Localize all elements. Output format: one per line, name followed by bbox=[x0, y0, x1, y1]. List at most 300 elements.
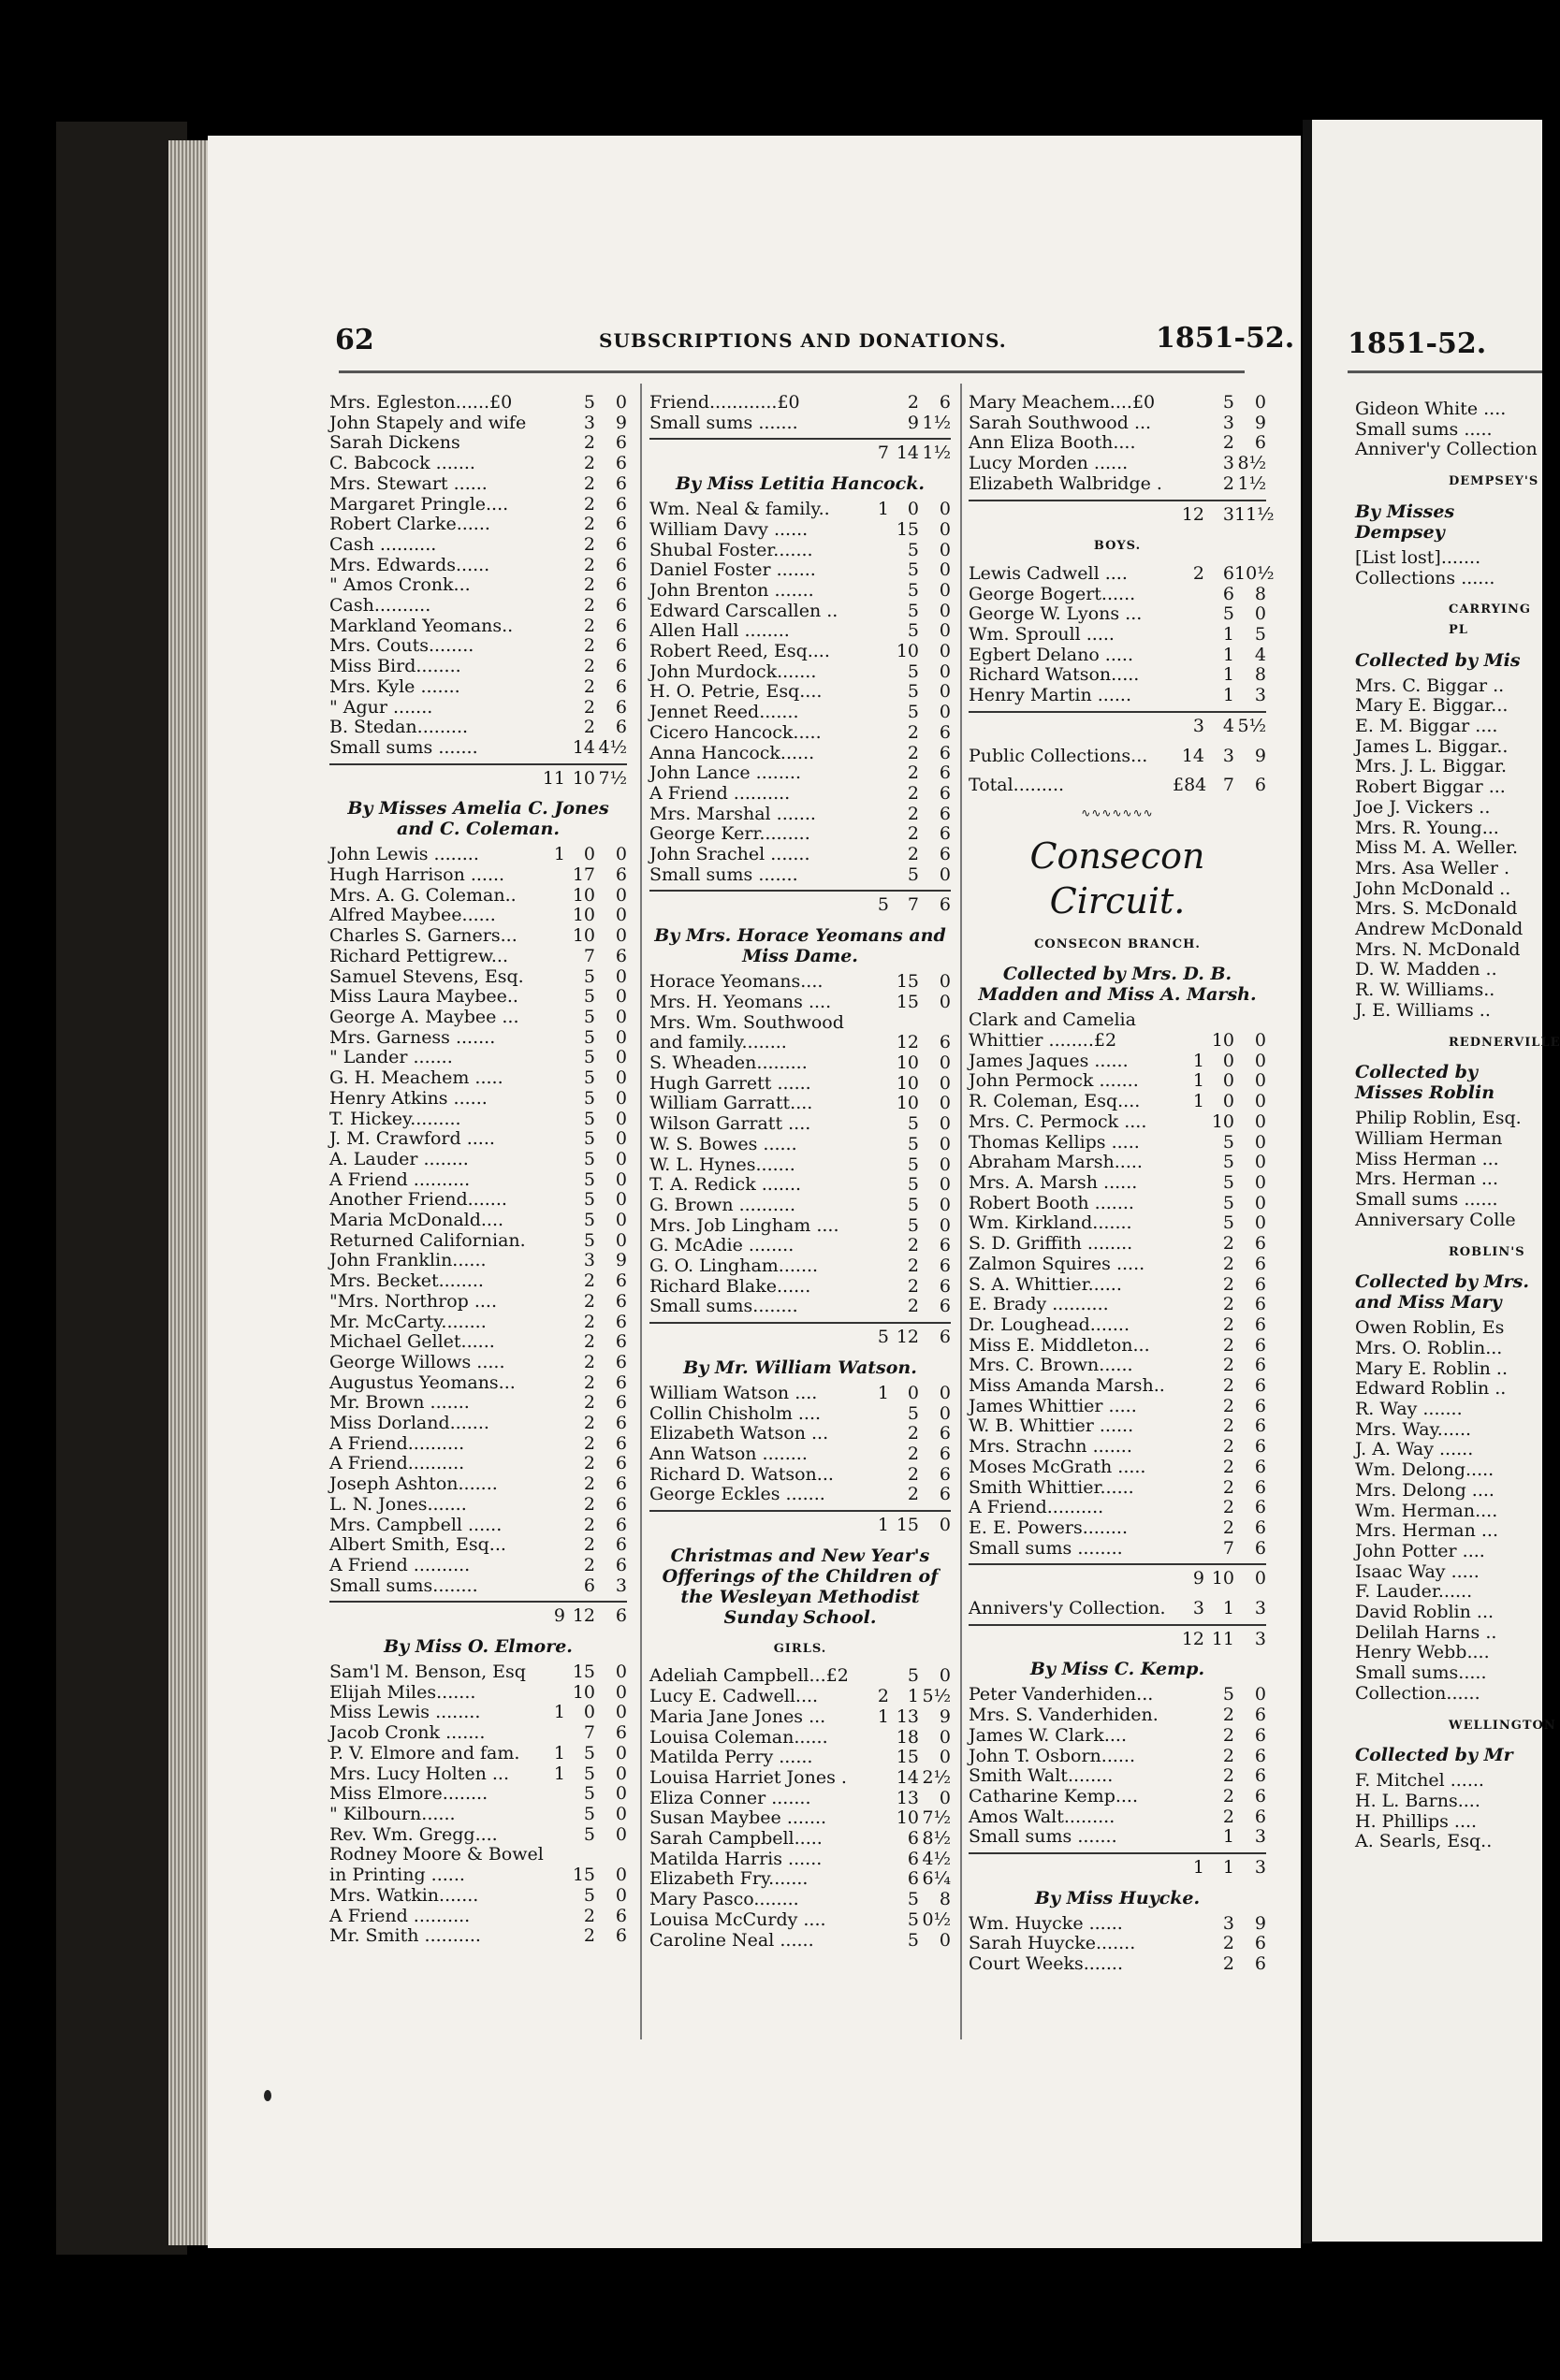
list-item bbox=[329, 1048, 627, 1068]
shillings: 2 bbox=[907, 1463, 919, 1485]
pounds bbox=[533, 1393, 565, 1414]
pence: 0 bbox=[939, 1214, 951, 1236]
pence: 0 bbox=[939, 1665, 951, 1687]
entry-name: Miss Amanda Marsh.. bbox=[969, 1375, 1165, 1397]
list-item: Henry Webb.... bbox=[1355, 1642, 1490, 1663]
col2-heading-c: By Mrs. Horace Yeomans and Miss Dame. bbox=[654, 925, 946, 967]
shillings: 2 bbox=[907, 742, 919, 763]
shillings: 3 bbox=[583, 1250, 595, 1271]
pounds bbox=[1173, 1954, 1204, 1975]
pence: 0 bbox=[939, 641, 951, 662]
entry-name: "Mrs. Northrop .... bbox=[329, 1290, 498, 1312]
shillings: 2 bbox=[1222, 1785, 1234, 1807]
list-item bbox=[969, 1336, 1266, 1357]
entry-name: Elizabeth Fry....... bbox=[649, 1868, 809, 1890]
entry-name: Catharine Kemp.... bbox=[969, 1785, 1139, 1807]
list-item: William Herman bbox=[1355, 1127, 1503, 1149]
pence: 0 bbox=[615, 1067, 627, 1089]
pence: 0 bbox=[1254, 392, 1266, 413]
shillings: 2 bbox=[1222, 1334, 1234, 1356]
entry-name: Sarah Huycke....... bbox=[969, 1933, 1136, 1954]
pence: 9 bbox=[1254, 1912, 1266, 1934]
pounds bbox=[1173, 1133, 1204, 1154]
entry-name: Miss Lewis ........ bbox=[329, 1702, 481, 1723]
shillings: 6 bbox=[1222, 562, 1234, 584]
entry-name: Mrs. Campbell ...... bbox=[329, 1514, 503, 1535]
list-item bbox=[649, 1808, 951, 1829]
pounds bbox=[857, 393, 889, 414]
pounds bbox=[533, 1170, 565, 1191]
pence: 6 bbox=[615, 1351, 627, 1372]
entry-name: Matilda Perry ...... bbox=[649, 1747, 813, 1768]
entry-name: Cicero Hancock..... bbox=[649, 721, 822, 743]
pounds bbox=[533, 1292, 565, 1313]
list-item: Mary E. Biggar... bbox=[1355, 695, 1509, 717]
shillings: 5 bbox=[583, 392, 595, 413]
pounds bbox=[533, 454, 565, 474]
pounds bbox=[857, 642, 889, 662]
pence: 6 bbox=[615, 1270, 627, 1292]
list-item bbox=[329, 1089, 627, 1110]
shillings: 5 bbox=[583, 1087, 595, 1109]
col4-list-d bbox=[1355, 1109, 1542, 1230]
shillings: 2 bbox=[583, 1925, 595, 1947]
shillings: 5 bbox=[907, 1889, 919, 1910]
entry-name: Total......... bbox=[969, 775, 1065, 796]
pounds bbox=[533, 1211, 565, 1231]
shillings bbox=[1204, 1010, 1234, 1031]
list-item bbox=[969, 1478, 1266, 1499]
list-item bbox=[969, 1766, 1266, 1787]
pounds bbox=[1173, 604, 1204, 625]
list-item bbox=[649, 682, 951, 703]
pounds bbox=[533, 414, 565, 434]
list-item bbox=[329, 474, 627, 495]
pence: 0 bbox=[615, 392, 627, 413]
pence: 0 bbox=[615, 1702, 627, 1723]
entry-name: Abraham Marsh..... bbox=[969, 1152, 1143, 1173]
entry-name: Mrs. Marshal ....... bbox=[649, 803, 816, 824]
entry-name: Alfred Maybee...... bbox=[329, 905, 496, 926]
list-item bbox=[649, 662, 951, 683]
shillings: 5 bbox=[907, 1908, 919, 1930]
list-item bbox=[329, 596, 627, 617]
list-item bbox=[329, 657, 627, 677]
pounds bbox=[1173, 1747, 1204, 1767]
entry-name: John Brenton ....... bbox=[649, 579, 814, 601]
total-spacer bbox=[329, 1606, 533, 1627]
pounds bbox=[533, 657, 565, 677]
pounds bbox=[533, 1662, 565, 1683]
pence: 0 bbox=[615, 1804, 627, 1824]
col2-total-c bbox=[649, 1322, 951, 1348]
list-item bbox=[969, 1356, 1266, 1376]
pence: 0 bbox=[939, 499, 951, 520]
shillings: 5 bbox=[907, 1402, 919, 1424]
total-spacer bbox=[649, 1516, 857, 1536]
list-item bbox=[329, 1353, 627, 1373]
list-item bbox=[329, 1129, 627, 1150]
pence: 0 bbox=[939, 971, 951, 993]
pence: 4½ bbox=[598, 736, 627, 758]
list-item bbox=[969, 1112, 1266, 1133]
entry-name: Mr. McCarty........ bbox=[329, 1311, 487, 1332]
shillings: 5 bbox=[583, 986, 595, 1008]
list-item bbox=[649, 1931, 951, 1952]
pounds bbox=[1173, 1376, 1204, 1397]
pence: 6 bbox=[939, 1484, 951, 1505]
pence: 3 bbox=[1254, 1598, 1266, 1619]
pounds bbox=[533, 865, 565, 886]
col4-list-f bbox=[1355, 1771, 1542, 1852]
pence: 0 bbox=[1254, 1192, 1266, 1213]
header-rule bbox=[339, 370, 1245, 373]
list-item: Miss M. A. Weller. bbox=[1355, 837, 1519, 859]
pounds bbox=[857, 1869, 889, 1890]
col3-caption-boys: BOYS. bbox=[1093, 539, 1142, 554]
pounds bbox=[1173, 1539, 1204, 1560]
entry-name: Louisa Harriet Jones . bbox=[649, 1766, 847, 1788]
pounds bbox=[533, 1576, 565, 1597]
entry-name: " Lander ....... bbox=[329, 1047, 453, 1068]
pounds bbox=[857, 1277, 889, 1298]
pence: 0 bbox=[615, 1742, 627, 1763]
entry-name: " Agur ....... bbox=[329, 696, 433, 718]
pence: 0 bbox=[615, 1026, 627, 1048]
list-item bbox=[329, 1784, 627, 1805]
total-spacer bbox=[969, 717, 1173, 737]
shillings: 12 bbox=[896, 1032, 919, 1053]
list-item bbox=[329, 414, 627, 434]
pence bbox=[919, 1013, 951, 1034]
pounds bbox=[857, 1155, 889, 1176]
entry-name: Joseph Ashton....... bbox=[329, 1473, 498, 1495]
col2-heading-b: By Miss Letitia Hancock. bbox=[676, 473, 925, 495]
list-item bbox=[329, 1516, 627, 1536]
pence: 0 bbox=[939, 1174, 951, 1196]
list-item bbox=[649, 865, 951, 886]
pence: 6 bbox=[1254, 1436, 1266, 1458]
entry-name: Albert Smith, Esq... bbox=[329, 1534, 506, 1556]
entry-name: Maria McDonald.... bbox=[329, 1210, 504, 1231]
shillings: 2 bbox=[583, 635, 595, 657]
pounds bbox=[857, 1297, 889, 1317]
pounds bbox=[1173, 1416, 1204, 1437]
pence: 6 bbox=[615, 432, 627, 454]
pence: 0 bbox=[1254, 1568, 1266, 1589]
shillings: 2 bbox=[1222, 1415, 1234, 1437]
pounds bbox=[533, 474, 565, 495]
pounds: 2 bbox=[1192, 562, 1204, 584]
shillings: 5 bbox=[583, 1823, 595, 1845]
pence: 6 bbox=[615, 1331, 627, 1353]
list-item bbox=[649, 500, 951, 520]
pence: 6 bbox=[1254, 1765, 1266, 1787]
pence: 6 bbox=[939, 1463, 951, 1485]
pence: 6 bbox=[939, 782, 951, 804]
list-item: Mrs. N. McDonald bbox=[1355, 938, 1521, 960]
list-item: H. L. Barns.... bbox=[1355, 1790, 1480, 1811]
list-item bbox=[649, 1404, 951, 1425]
shillings: 2 bbox=[1222, 1273, 1234, 1295]
list-item bbox=[969, 1315, 1266, 1336]
list-item bbox=[969, 1787, 1266, 1807]
shillings: 1 bbox=[1222, 1826, 1234, 1848]
pence: 0½ bbox=[922, 1908, 951, 1930]
shillings: 3 bbox=[1222, 745, 1234, 766]
list-item bbox=[649, 784, 951, 805]
shillings: 0 bbox=[907, 1382, 919, 1403]
pence: 0 bbox=[615, 1006, 627, 1027]
list-item: A. Searls, Esq.. bbox=[1355, 1831, 1493, 1852]
shillings: 10 bbox=[572, 905, 595, 926]
shillings: 5 bbox=[907, 620, 919, 642]
entry-name: Ann Eliza Booth.... bbox=[969, 432, 1136, 454]
shillings: 10 bbox=[896, 641, 919, 662]
shillings: 2 bbox=[583, 453, 595, 474]
col3-total-c bbox=[969, 1563, 1266, 1589]
pence: 0 bbox=[615, 1168, 627, 1190]
list-item bbox=[649, 744, 951, 764]
entry-name: Mrs. Strachn ....... bbox=[969, 1436, 1132, 1458]
list-item bbox=[329, 886, 627, 907]
pounds bbox=[533, 1373, 565, 1394]
list-item: R. Way ....... bbox=[1355, 1399, 1463, 1420]
shillings: 2 bbox=[583, 1453, 595, 1474]
shillings: 11 bbox=[1211, 1628, 1234, 1649]
pence: 0 bbox=[939, 539, 951, 560]
pounds bbox=[1173, 585, 1204, 605]
shillings: 2 bbox=[907, 823, 919, 845]
pence: 6 bbox=[615, 472, 627, 494]
list-item bbox=[329, 1068, 627, 1089]
pounds bbox=[544, 1845, 572, 1865]
pounds bbox=[857, 1485, 889, 1505]
list-item bbox=[969, 776, 1266, 796]
shillings: 10 bbox=[572, 884, 595, 906]
entry-name: Miss Bird........ bbox=[329, 656, 461, 677]
pounds bbox=[857, 1465, 889, 1486]
list-item: Edward Roblin .. bbox=[1355, 1378, 1507, 1400]
pounds bbox=[857, 1424, 889, 1444]
list-item bbox=[969, 1213, 1266, 1234]
entry-name: Another Friend....... bbox=[329, 1189, 507, 1211]
pounds bbox=[1173, 1914, 1204, 1935]
shillings: 5 bbox=[583, 1783, 595, 1805]
pence: 0 bbox=[615, 1189, 627, 1211]
list-item bbox=[969, 474, 1266, 495]
shillings: 6 bbox=[907, 1868, 919, 1890]
list-item bbox=[649, 1465, 951, 1486]
pence: 6 bbox=[1254, 1745, 1266, 1766]
entry-name: E. E. Powers........ bbox=[969, 1517, 1129, 1538]
pence: 9 bbox=[615, 412, 627, 433]
list-item bbox=[329, 617, 627, 637]
list-item bbox=[969, 454, 1266, 474]
pounds bbox=[533, 1784, 565, 1805]
pounds: 3 bbox=[1192, 1598, 1204, 1619]
entry-name: Augustus Yeomans... bbox=[329, 1371, 516, 1393]
list-item: Robert Biggar ... bbox=[1355, 776, 1506, 798]
pence: 0 bbox=[1254, 1030, 1266, 1052]
shillings: 2 bbox=[583, 696, 595, 718]
pounds bbox=[857, 560, 889, 581]
pounds bbox=[857, 1216, 889, 1237]
shillings: 5 bbox=[583, 1148, 595, 1169]
pence: 6¼ bbox=[922, 1868, 951, 1890]
shillings: 10 bbox=[1211, 1568, 1234, 1589]
shillings: 5 bbox=[907, 1113, 919, 1135]
pence: 6 bbox=[615, 453, 627, 474]
list-item bbox=[329, 1332, 627, 1353]
pounds bbox=[533, 1048, 565, 1068]
entry-name: Richard Blake...... bbox=[649, 1275, 811, 1297]
col3-grand-total bbox=[969, 776, 1266, 796]
pence: 0 bbox=[939, 1133, 951, 1154]
pence: 0 bbox=[1254, 603, 1266, 625]
pence: 6 bbox=[1254, 1953, 1266, 1975]
pence: 6 bbox=[939, 392, 951, 413]
pounds bbox=[857, 1196, 889, 1216]
entry-name: Amos Walt......... bbox=[969, 1806, 1115, 1827]
pence: 0 bbox=[1254, 1050, 1266, 1071]
pence: 0 bbox=[939, 1402, 951, 1424]
entry-name: T. Hickey......... bbox=[329, 1108, 461, 1129]
col2-list-b bbox=[649, 500, 951, 885]
col1-total-b bbox=[329, 1601, 627, 1627]
pounds bbox=[533, 1129, 565, 1150]
next-header-rule bbox=[1348, 370, 1542, 373]
list-item: Mrs. Delong .... bbox=[1355, 1479, 1494, 1501]
pence: 0 bbox=[939, 579, 951, 601]
shillings: 15 bbox=[572, 1662, 595, 1683]
pence: 6 bbox=[939, 823, 951, 845]
col4-heading-f: Collected by Mr bbox=[1355, 1745, 1513, 1766]
entry-name: John Permock ....... bbox=[969, 1070, 1139, 1092]
entry-name: James W. Clark.... bbox=[969, 1724, 1127, 1746]
pence: 0 bbox=[1254, 1131, 1266, 1153]
list-item bbox=[649, 581, 951, 602]
pounds bbox=[857, 1114, 889, 1135]
entry-name: Samuel Stevens, Esq. bbox=[329, 965, 524, 987]
list-item bbox=[649, 1687, 951, 1707]
pence: 6 bbox=[1254, 775, 1266, 796]
entry-name: Ann Watson ........ bbox=[649, 1443, 808, 1464]
entry-name: Sam'l M. Benson, Esq bbox=[329, 1662, 526, 1683]
shillings: 7 bbox=[907, 894, 919, 916]
entry-name: Allen Hall ........ bbox=[649, 620, 790, 642]
pence: 6 bbox=[615, 1371, 627, 1393]
shillings: 2 bbox=[907, 392, 919, 413]
entry-name: George A. Maybee ... bbox=[329, 1006, 519, 1027]
pence: 5½ bbox=[922, 1686, 951, 1707]
pounds bbox=[1173, 665, 1204, 686]
pounds bbox=[857, 723, 889, 744]
pence: 7½ bbox=[922, 1807, 951, 1829]
list-item: Collections ...... bbox=[1355, 567, 1495, 588]
entry-name: Edward Carscallen .. bbox=[649, 600, 838, 621]
col3-heading-d: By Miss C. Kemp. bbox=[1029, 1659, 1205, 1680]
col4-heading-e: Collected by Mrs. and Miss Mary bbox=[1355, 1271, 1529, 1313]
col4-list-c bbox=[1355, 676, 1542, 1022]
shillings: 2 bbox=[1222, 1355, 1234, 1376]
entry-name: R. Coleman, Esq.... bbox=[969, 1091, 1141, 1112]
list-item: E. M. Biggar .... bbox=[1355, 716, 1498, 737]
list-item bbox=[329, 1150, 627, 1170]
total-spacer bbox=[649, 895, 857, 916]
pence: 6 bbox=[615, 595, 627, 617]
pounds bbox=[533, 495, 565, 515]
pounds bbox=[533, 1886, 565, 1907]
pounds bbox=[1173, 1705, 1204, 1726]
entry-name: B. Stedan......... bbox=[329, 717, 469, 738]
pence: 6 bbox=[1254, 1785, 1266, 1807]
pence: 6 bbox=[1254, 1497, 1266, 1518]
list-item bbox=[329, 1271, 627, 1292]
col2-list-e bbox=[649, 1666, 951, 1951]
pounds bbox=[857, 581, 889, 602]
pence: 0 bbox=[1254, 1070, 1266, 1092]
entry-name: W. L. Hynes....... bbox=[649, 1154, 795, 1175]
list-item bbox=[969, 1437, 1266, 1458]
pence: 5 bbox=[1254, 624, 1266, 646]
shillings: 15 bbox=[896, 518, 919, 540]
entry-name: Smith Whittier...... bbox=[969, 1476, 1134, 1498]
pence: 6 bbox=[615, 1925, 627, 1947]
entry-name: A Friend .......... bbox=[329, 1168, 471, 1190]
shillings: 14 bbox=[572, 736, 595, 758]
shillings: 2 bbox=[1222, 1233, 1234, 1255]
shillings: 0 bbox=[1222, 1050, 1234, 1071]
list-item bbox=[329, 1703, 627, 1723]
shillings: 10 bbox=[1211, 1030, 1234, 1052]
shillings: 5 bbox=[907, 579, 919, 601]
pounds bbox=[533, 1068, 565, 1089]
page-number: 62 bbox=[335, 324, 374, 356]
shillings: 2 bbox=[1222, 1497, 1234, 1518]
shillings: 2 bbox=[1222, 1476, 1234, 1498]
pence: 9 bbox=[939, 1705, 951, 1727]
list-item bbox=[329, 967, 627, 988]
entry-name: and family........ bbox=[649, 1032, 787, 1053]
list-item bbox=[649, 1829, 951, 1850]
list-item bbox=[649, 703, 951, 723]
shillings: 10 bbox=[896, 1807, 919, 1829]
pence: 0 bbox=[1254, 1212, 1266, 1234]
shillings: 2 bbox=[1222, 1933, 1234, 1954]
shillings: 5 bbox=[907, 702, 919, 723]
entry-name: Richard Watson..... bbox=[969, 664, 1140, 686]
shillings: 10 bbox=[572, 1681, 595, 1703]
entry-name: William Watson .... bbox=[649, 1382, 818, 1403]
pence: 0 bbox=[1254, 1091, 1266, 1112]
list-item bbox=[649, 1728, 951, 1749]
pounds bbox=[1173, 1336, 1204, 1357]
list-item bbox=[329, 1313, 627, 1333]
list-item bbox=[329, 515, 627, 535]
pence: 0 bbox=[939, 1787, 951, 1808]
list-item bbox=[969, 665, 1266, 686]
shillings: 5 bbox=[583, 1763, 595, 1784]
shillings: 1 bbox=[1222, 1857, 1234, 1879]
shillings: 2 bbox=[583, 675, 595, 697]
pounds bbox=[533, 1474, 565, 1495]
pence: 6 bbox=[615, 1432, 627, 1454]
entry-name: Charles S. Garners... bbox=[329, 925, 518, 947]
pounds bbox=[533, 677, 565, 698]
column-1 bbox=[329, 393, 627, 1947]
list-item bbox=[969, 1255, 1266, 1275]
